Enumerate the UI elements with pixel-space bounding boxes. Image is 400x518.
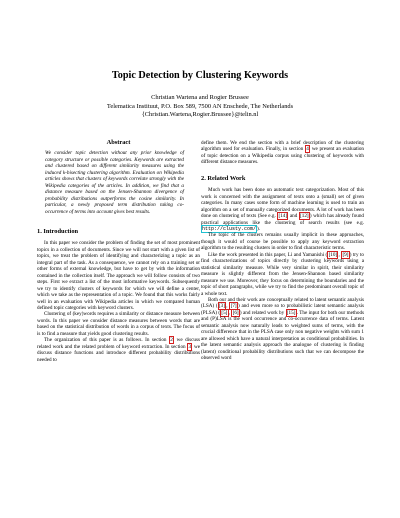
citation-link-15[interactable]: [15] [286, 309, 296, 316]
section-heading-related-work: 2. Related Work [201, 174, 246, 182]
abstract-text: We consider topic detection without any prior knowledge of category structure or possible categories. Keywords are extracted and clustered based on different similarity measures using the induced k-bisecting clustering algorithm. Evaluation on Wikipedia articles shows that clusters of keywords correlate strongly with the Wikipedia categories of the articles. In addition, we find that a distance measure based on the Jensen-Shannon divergence of probability distributions outperforms the cosine similarity. In particular, a newly proposed term distribution taking co-occurrence of terms into account gives best results. [45, 150, 184, 215]
right-column [201, 140, 364, 362]
intro-paragraph-3-continued: define them. We end the section with a brief description of the clustering algorithm used for evaluation. Finally, in section 4 we present an evaluation of topic detection on a Wikipedia corpus using clustering of keywords with different distance measures. [201, 140, 364, 166]
citation-link-9[interactable]: [9] [342, 251, 349, 258]
related-paragraph-3: Like the work presented in this paper, Li and Yamanishi ([10], [9]) try to find characterizations of topics directly by clustering keywords using a statistical similarity measure. While very similar in spirit, their similarity measure is slightly different from the Jensen-Shannon based similarity measure we use. Moreover, they focus on determining the boundaries and the topic of short paragraphs, while we try to find the predominant overall topic of a whole text. [201, 251, 364, 297]
affiliation: Telematica Instituut, P.O. Box 589, 7500 AN Enschede, The Netherlands [106, 102, 294, 110]
related-paragraph-1: Much work has been done on automatic text categorization. Most of this work is concerned with the assignment of texts onto a (small) set of given categories. In many cases some form of machine learning is used to train an algorithm on a set of manually categorized documents. A lot of work has been done on clustering of texts (See e.g. [14] and [12]) which has already found practical applications like the clustering of search results (see e.g. http://clusty.com/). [201, 187, 365, 232]
section-link-4[interactable]: 4 [306, 146, 309, 153]
intro-paragraph-1: In this paper we consider the problem of finding the set of most prominent topics in a collection of documents. Since we will not start with a given list of topics, we treat the problem of identifying and characterizing a topic as an integral part of the task. As a consequence, we cannot rely on a training set or other forms of external knowledge, but have to get by with the information contained in the collection itself. The approach we will follow consists of two steps. First we extract a list of the most informative keywords. Subsequently we try to identify clusters of keywords for which we will define a center, which we take as the representation of a topic. We found that this works fairly well in an evaluation with Wikipedia articles in which we compared human defined topic categories with keyword clusters. [37, 240, 200, 311]
citation-link-12[interactable]: [12] [300, 213, 309, 220]
citation-link-7[interactable]: [7] [230, 303, 237, 310]
section-link-3[interactable]: 3 [188, 343, 192, 350]
author-block [0, 94, 400, 120]
citation-link-3[interactable]: [3] [218, 303, 225, 310]
email: {Christian.Wartena,Rogier.Brussee}@telin.nl [141, 111, 259, 119]
related-paragraph-2: The topic of the clusters remains usually implicit in these approaches, though it would of course be possible to apply any keyword extraction algorithm to the resulting clusters in order to find characteristic terms. [201, 232, 364, 252]
abstract-heading: Abstract [106, 139, 131, 146]
citation-link-6[interactable]: [6] [232, 309, 239, 316]
intro-paragraph-3: The organization of this paper is as follows. In section 2 we discuss related work and the related problem of keyword extraction. In section 3 we discuss distance functions and introduce different probability distributions needed to [37, 337, 201, 363]
author-names: Christian Wartena and Rogier Brussee [151, 94, 249, 101]
section-link-2[interactable]: 2 [170, 337, 173, 344]
citation-link-10[interactable]: [10] [328, 251, 338, 258]
section-heading-introduction: 1. Introduction [37, 227, 79, 235]
citation-link-5[interactable]: [5] [221, 309, 228, 316]
citation-link-14[interactable]: [14] [278, 213, 288, 220]
related-paragraph-4: Both our and their work are conceptually related to latent semantic analysis (LSA) ([3], [7]) and even more so to probabilistic latent semantic analysis (PLSA) ([5], [6]) and related work by [15]. The input for both our methods and (P)LSA is the word occurrence and co-occurrence data of terms. Latent semantic analysis now naturally leads to weighted sums of terms, with the crucial difference that in the PLSA case only non negative weights with sum 1 are allowed which have a natural interpretation as conditional probabilities. In the latent semantic analysis approach the analogue of clustering is finding (latent) conditional probability distributions such that we can decompose the observed word [201, 296, 365, 362]
paper-title: Topic Detection by Clustering Keywords [111, 70, 289, 81]
intro-paragraph-2: Clustering of (key)words requires a similarity or distance measure between words. In this paper we consider distance measures between words that are based on the statistical distribution of words in a corpus of texts. The focus of is to find a measure that yields good clustering results. [37, 311, 200, 337]
clusty-url-link[interactable]: http://clusty.com/ [202, 225, 257, 232]
left-column [37, 140, 200, 363]
